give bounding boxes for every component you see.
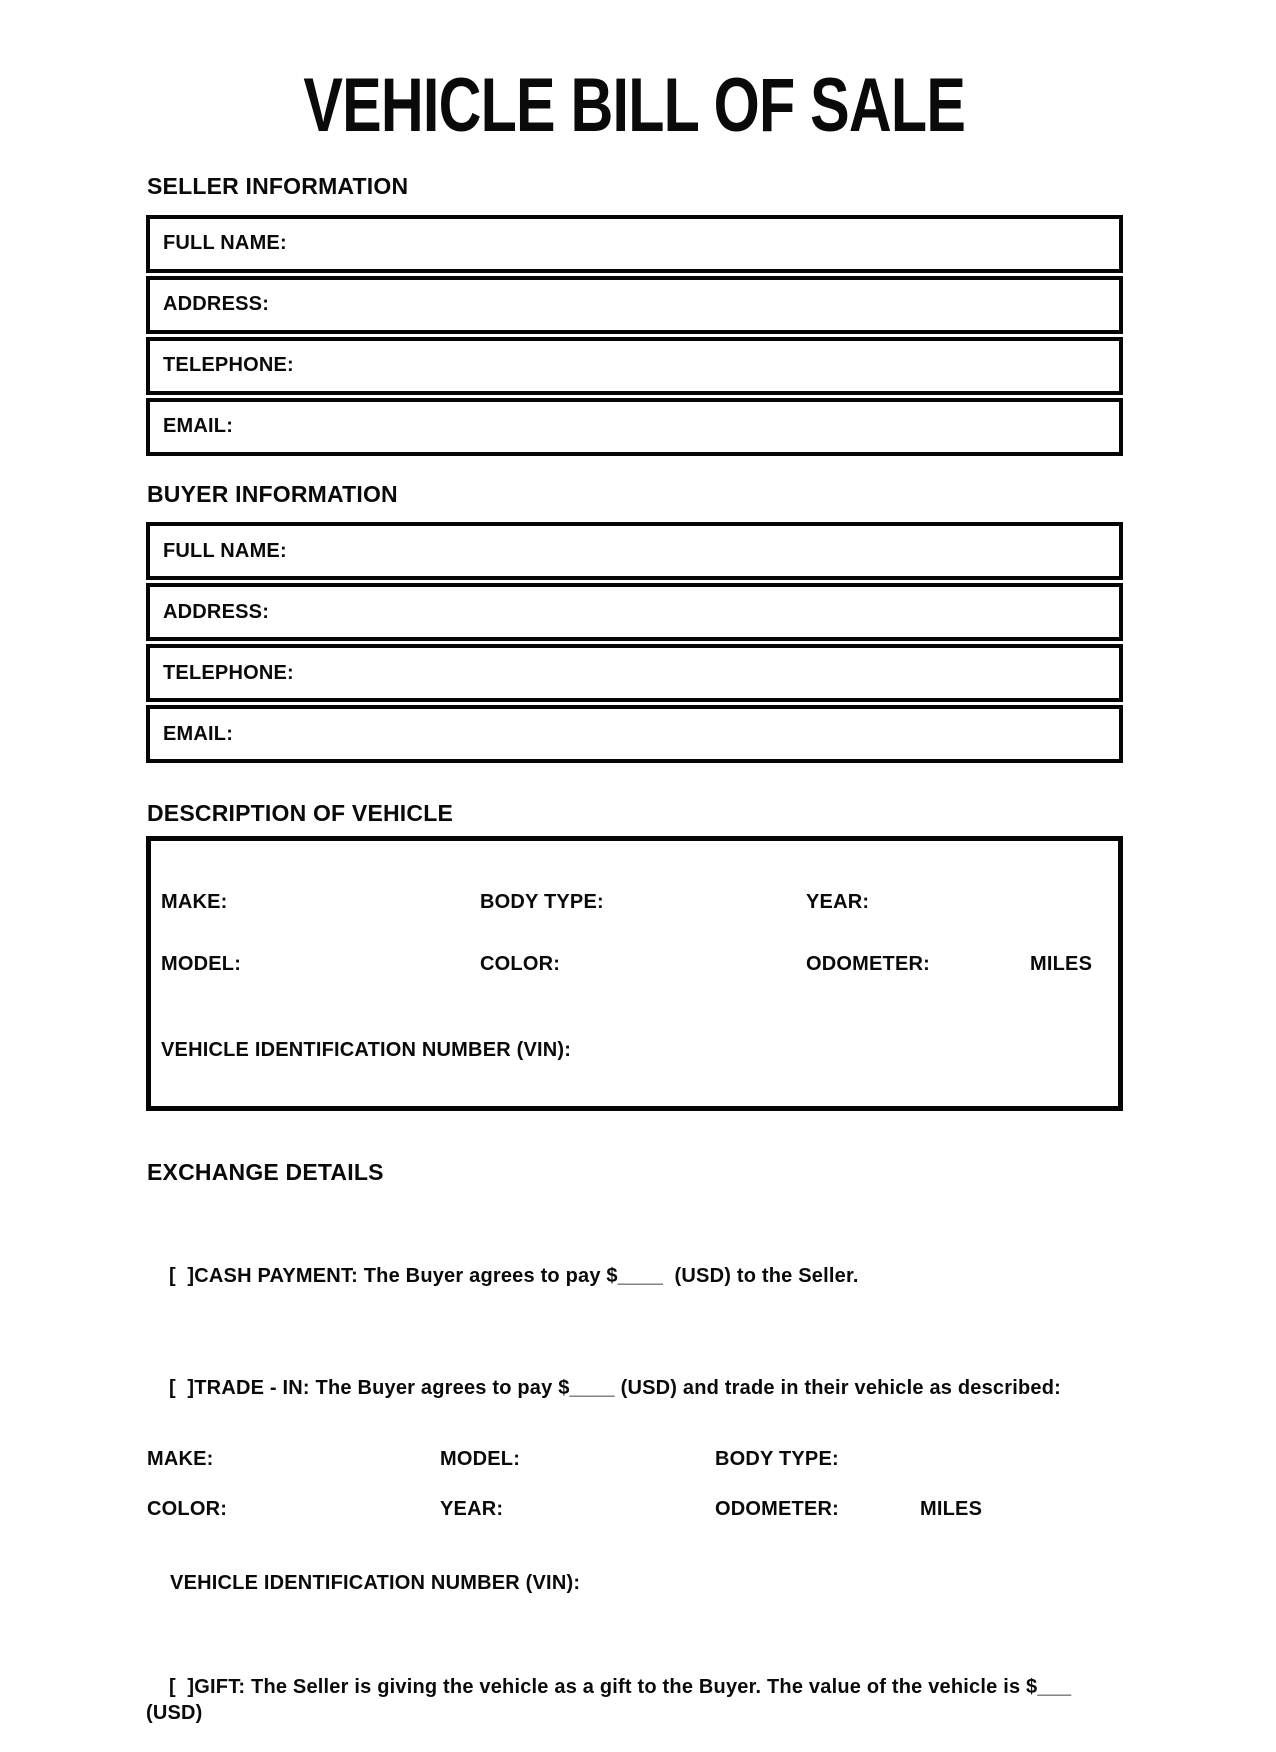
cash-payment-text: The Buyer agrees to pay $____ (USD) to the Seller. — [358, 1264, 859, 1287]
buyer-address-label: ADDRESS: — [163, 600, 270, 623]
vehicle-odometer-field[interactable]: ODOMETER: — [806, 952, 931, 975]
document-page — [146, 60, 1123, 1752]
trade-vin-field[interactable]: VEHICLE IDENTIFICATION NUMBER (VIN): — [170, 1571, 581, 1594]
exchange-cash-option — [146, 1237, 1123, 1315]
seller-address-label: ADDRESS: — [163, 293, 270, 316]
trade-miles-label: MILES — [920, 1497, 983, 1520]
vehicle-make-field[interactable]: MAKE: — [161, 890, 228, 913]
seller-address-row[interactable] — [146, 276, 1123, 334]
trade-year-field[interactable]: YEAR: — [440, 1497, 504, 1520]
trade-body-type-field[interactable]: BODY TYPE: — [715, 1447, 839, 1470]
trade-make-field[interactable]: MAKE: — [147, 1447, 214, 1470]
exchange-trade-option — [146, 1349, 1123, 1427]
trade-vehicle-row-1 — [147, 1446, 1123, 1472]
vehicle-body-type-field[interactable]: BODY TYPE: — [480, 890, 604, 913]
vehicle-row-2 — [161, 951, 1118, 977]
trade-in-checkbox[interactable]: [ ] — [169, 1376, 195, 1399]
vehicle-vin-field[interactable]: VEHICLE IDENTIFICATION NUMBER (VIN): — [161, 1038, 572, 1061]
section-heading-buyer: BUYER INFORMATION — [147, 480, 398, 507]
buyer-full-name-label: FULL NAME: — [163, 539, 287, 562]
seller-email-label: EMAIL: — [163, 415, 234, 438]
vehicle-model-field[interactable]: MODEL: — [161, 952, 242, 975]
buyer-address-row[interactable] — [146, 583, 1123, 641]
document-title-text: VEHICLE BILL OF SALE — [303, 63, 966, 148]
seller-full-name-row[interactable] — [146, 215, 1123, 273]
buyer-telephone-row[interactable] — [146, 644, 1123, 702]
seller-email-row[interactable] — [146, 398, 1123, 456]
trade-vin-line — [147, 1544, 1123, 1622]
vehicle-row-1 — [161, 889, 1118, 915]
buyer-telephone-label: TELEPHONE: — [163, 661, 294, 684]
trade-in-text: The Buyer agrees to pay $____ (USD) and trade in their vehicle as described: — [309, 1376, 1062, 1399]
exchange-gift-option — [146, 1648, 1123, 1752]
gift-checkbox[interactable]: [ ] — [169, 1675, 195, 1698]
seller-telephone-row[interactable] — [146, 337, 1123, 395]
cash-payment-label: CASH PAYMENT: — [194, 1264, 358, 1287]
trade-in-label: TRADE - IN: — [194, 1376, 310, 1399]
seller-telephone-label: TELEPHONE: — [163, 354, 294, 377]
trade-vehicle-row-2 — [147, 1496, 1123, 1522]
buyer-full-name-row[interactable] — [146, 522, 1123, 580]
buyer-email-row[interactable] — [146, 705, 1123, 763]
section-heading-vehicle: DESCRIPTION OF VEHICLE — [147, 800, 453, 827]
cash-payment-checkbox[interactable]: [ ] — [169, 1264, 195, 1287]
gift-label: GIFT: — [194, 1675, 246, 1698]
buyer-email-label: EMAIL: — [163, 722, 234, 745]
buyer-info-box — [146, 522, 1123, 763]
vehicle-year-field[interactable]: YEAR: — [806, 890, 870, 913]
seller-full-name-label: FULL NAME: — [163, 232, 287, 255]
section-heading-exchange: EXCHANGE DETAILS — [147, 1158, 384, 1185]
seller-info-box — [146, 215, 1123, 456]
document-title — [146, 60, 1123, 151]
gift-text: The Seller is giving the vehicle as a gift to the Buyer. The value of the vehicle is $___ (USD) — [146, 1675, 1078, 1724]
vehicle-miles-label: MILES — [1030, 952, 1093, 975]
trade-odometer-field[interactable]: ODOMETER: — [715, 1497, 840, 1520]
section-heading-seller: SELLER INFORMATION — [147, 173, 409, 200]
trade-color-field[interactable]: COLOR: — [147, 1497, 228, 1520]
trade-model-field[interactable]: MODEL: — [440, 1447, 521, 1470]
vehicle-color-field[interactable]: COLOR: — [480, 952, 561, 975]
vehicle-row-3 — [161, 1037, 1118, 1063]
vehicle-description-box — [146, 836, 1123, 1111]
